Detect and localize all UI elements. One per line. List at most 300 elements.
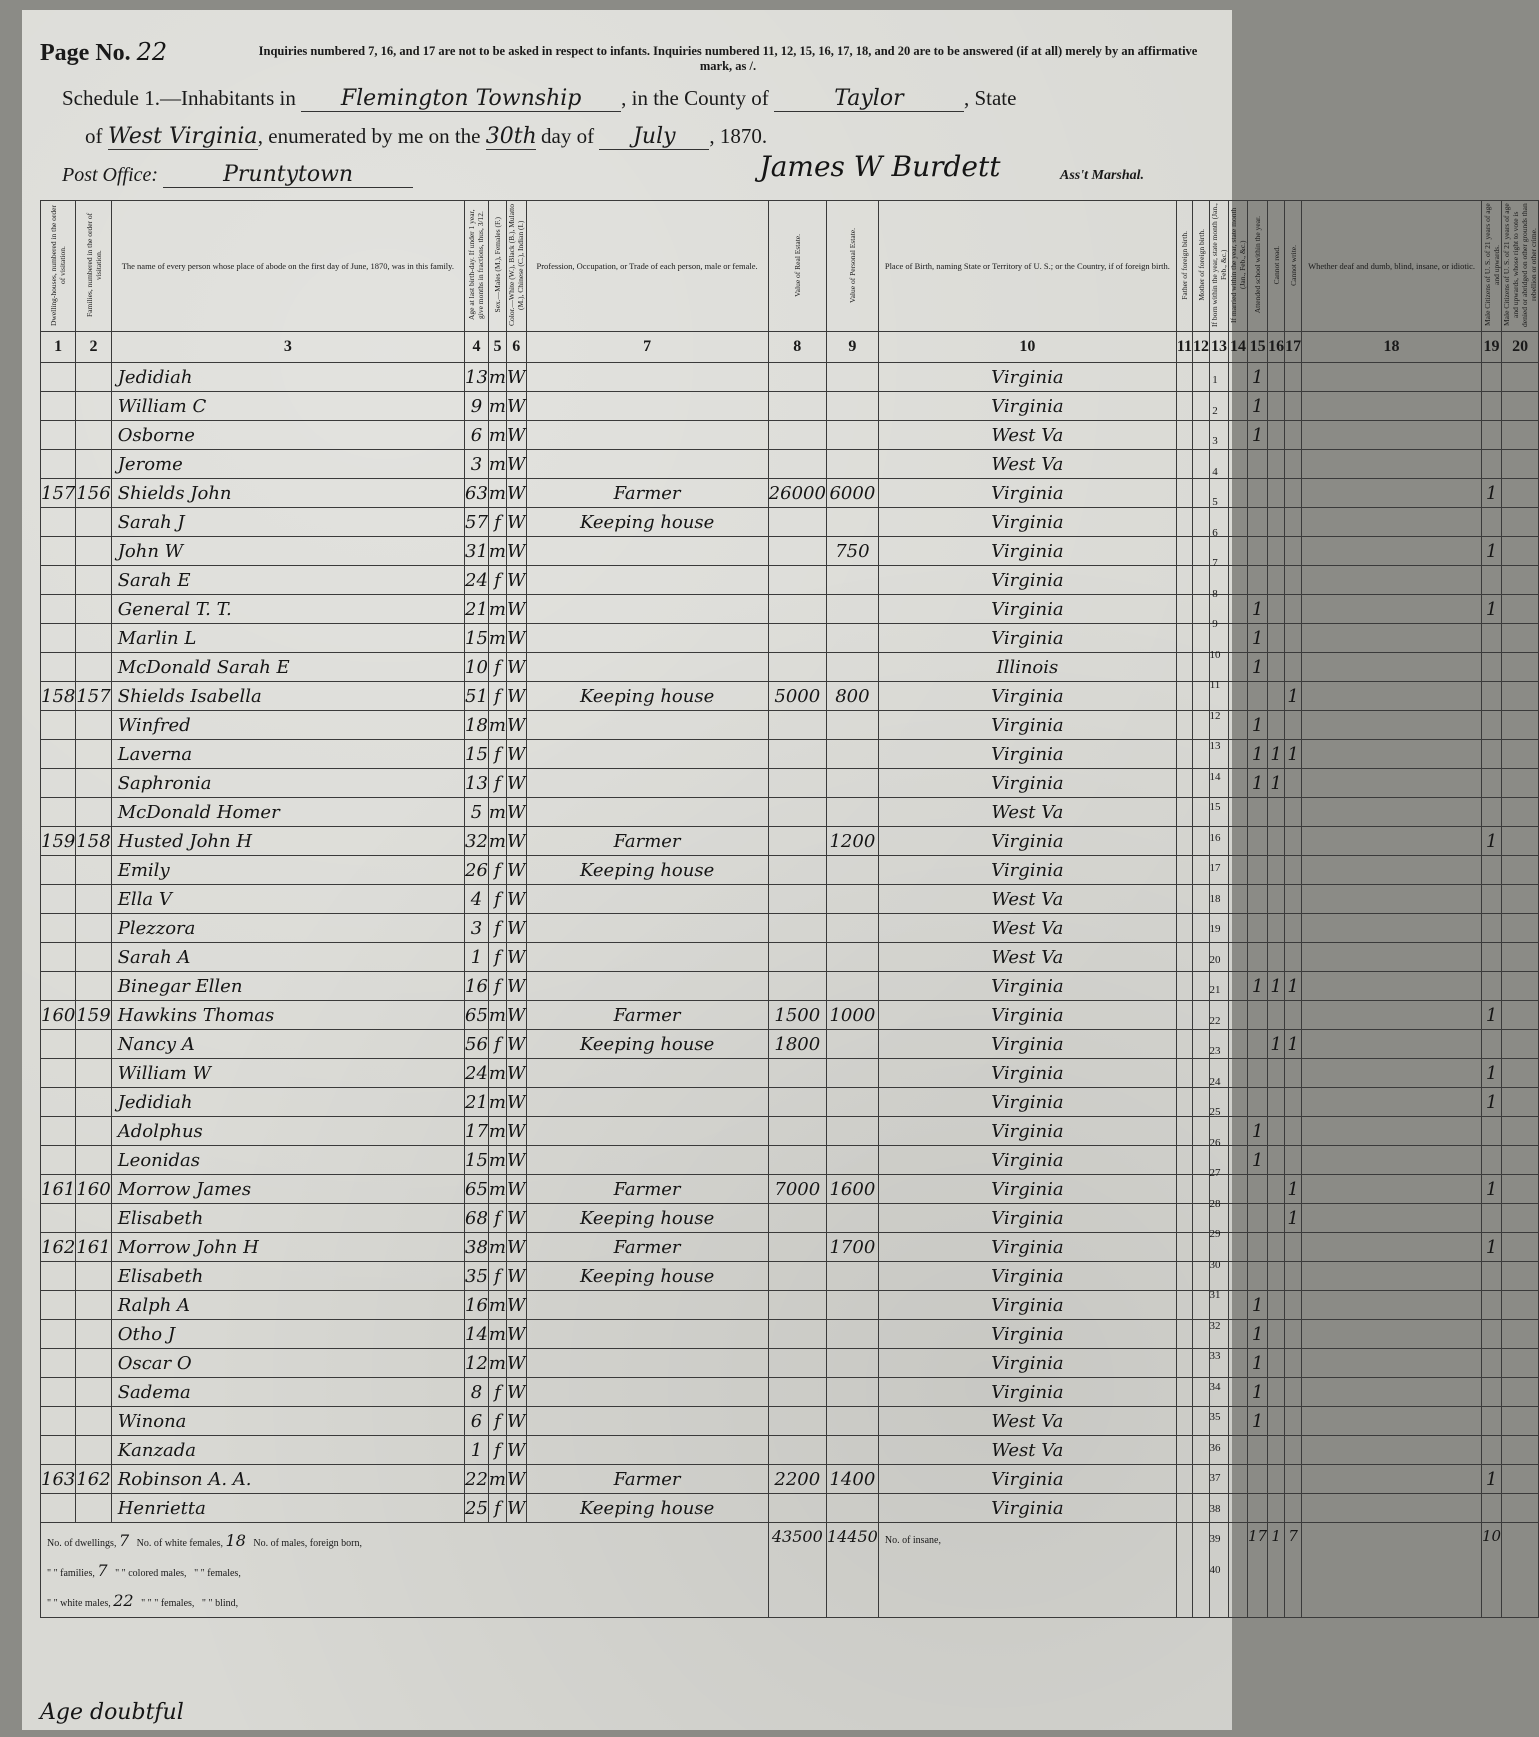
father-foreign-cell	[1176, 1349, 1192, 1378]
cannot-read	[1268, 392, 1285, 421]
right-line-number: 2	[1212, 404, 1218, 417]
cannot-write	[1285, 1146, 1302, 1175]
col15-header: Attended school within the year.	[1253, 216, 1263, 314]
vote-denied-cell	[1502, 1233, 1539, 1262]
vote-denied-cell	[1502, 479, 1539, 508]
blank-cell	[1302, 1523, 1482, 1618]
census-row	[41, 1407, 1539, 1436]
cannot-read	[1268, 537, 1285, 566]
cannot-write	[1285, 1436, 1302, 1465]
disability-cell	[1302, 1465, 1482, 1494]
real-estate-value: 1500	[768, 1001, 826, 1030]
family-number	[76, 508, 111, 537]
marshal-signature: James W Burdett	[759, 150, 1001, 183]
dwelling-number	[41, 1378, 76, 1407]
family-number	[76, 1059, 111, 1088]
person-name: Oscar O	[111, 1349, 464, 1378]
right-line-number: 10	[1209, 648, 1221, 661]
color: W	[506, 1378, 526, 1407]
personal-estate-value	[826, 856, 878, 885]
birthplace: Virginia	[878, 856, 1176, 885]
color: W	[506, 798, 526, 827]
dwelling-number: 157	[41, 479, 76, 508]
person-name: Binegar Ellen	[111, 972, 464, 1001]
dwellings-total: 7	[118, 1531, 130, 1550]
white-females-total: 18	[225, 1531, 246, 1550]
foreign-males-label: No. of males, foreign born,	[253, 1538, 362, 1549]
occupation	[526, 1378, 768, 1407]
census-row	[41, 769, 1539, 798]
birthplace: Virginia	[878, 1320, 1176, 1349]
occupation	[526, 653, 768, 682]
personal-estate-value	[826, 392, 878, 421]
real-estate-value	[768, 392, 826, 421]
census-row	[41, 1175, 1539, 1204]
personal-estate-value	[826, 1059, 878, 1088]
personal-estate-value	[826, 653, 878, 682]
cannot-write	[1285, 566, 1302, 595]
real-estate-value	[768, 943, 826, 972]
age: 31	[465, 537, 489, 566]
disability-cell	[1302, 1059, 1482, 1088]
birthplace: West Va	[878, 450, 1176, 479]
color: W	[506, 624, 526, 653]
disability-cell	[1302, 392, 1482, 421]
age: 68	[465, 1204, 489, 1233]
birthplace: Virginia	[878, 682, 1176, 711]
census-row	[41, 1059, 1539, 1088]
sex: m	[488, 624, 506, 653]
real-estate-value	[768, 566, 826, 595]
sex: m	[488, 1059, 506, 1088]
color: W	[506, 1146, 526, 1175]
birthplace: Virginia	[878, 1059, 1176, 1088]
family-number: 158	[76, 827, 111, 856]
male-citizen: 1	[1482, 1001, 1502, 1030]
age: 32	[465, 827, 489, 856]
dwelling-number: 160	[41, 1001, 76, 1030]
disability-cell	[1302, 827, 1482, 856]
personal-estate-value	[826, 1407, 878, 1436]
dwelling-number	[41, 1146, 76, 1175]
col9-header: Value of Personal Estate.	[847, 227, 857, 303]
real-estate-value	[768, 1494, 826, 1523]
occupation	[526, 914, 768, 943]
colored-males-label: " " colored males,	[115, 1568, 187, 1579]
male-citizen	[1482, 508, 1502, 537]
cannot-write	[1285, 537, 1302, 566]
color: W	[506, 682, 526, 711]
cannot-read	[1268, 566, 1285, 595]
sex: f	[488, 508, 506, 537]
cannot-read	[1268, 682, 1285, 711]
person-name: Sarah A	[111, 943, 464, 972]
right-line-number: 15	[1209, 801, 1221, 813]
color: W	[506, 566, 526, 595]
right-line-number: 39	[1209, 1533, 1221, 1545]
personal-estate-value	[826, 1291, 878, 1320]
disability-cell	[1302, 363, 1482, 392]
age: 8	[465, 1378, 489, 1407]
father-foreign-cell	[1176, 914, 1192, 943]
personal-estate-value	[826, 595, 878, 624]
sex: m	[488, 1465, 506, 1494]
cannot-write	[1285, 1494, 1302, 1523]
sex: m	[488, 392, 506, 421]
right-line-number: 29	[1209, 1228, 1221, 1240]
person-name: General T. T.	[111, 595, 464, 624]
census-row	[41, 1262, 1539, 1291]
family-number	[76, 1436, 111, 1465]
township-field: Flemington Township	[301, 86, 621, 112]
census-row	[41, 1494, 1539, 1523]
attended-school: 1	[1248, 1349, 1268, 1378]
page-label: Page No.	[40, 40, 131, 66]
attended-school: 1	[1248, 711, 1268, 740]
census-row	[41, 363, 1539, 392]
occupation	[526, 537, 768, 566]
color: W	[506, 1465, 526, 1494]
father-foreign-cell	[1176, 479, 1192, 508]
col-number: 15	[1248, 332, 1268, 363]
disability-cell	[1302, 595, 1482, 624]
census-row	[41, 1030, 1539, 1059]
cannot-write	[1285, 769, 1302, 798]
dwelling-number	[41, 624, 76, 653]
right-line-number: 9	[1212, 618, 1218, 630]
sex: f	[488, 972, 506, 1001]
person-name: Morrow James	[111, 1175, 464, 1204]
family-number	[76, 392, 111, 421]
attended-school: 1	[1248, 624, 1268, 653]
male-citizen: 1	[1482, 537, 1502, 566]
male-citizen	[1482, 682, 1502, 711]
vote-denied-cell	[1502, 566, 1539, 595]
person-name: William W	[111, 1059, 464, 1088]
personal-estate-value	[826, 885, 878, 914]
disability-cell	[1302, 1494, 1482, 1523]
vote-denied-cell	[1502, 1407, 1539, 1436]
disability-cell	[1302, 537, 1482, 566]
disability-cell	[1302, 1320, 1482, 1349]
dwelling-number	[41, 914, 76, 943]
occupation	[526, 624, 768, 653]
person-name: Winona	[111, 1407, 464, 1436]
father-foreign-cell	[1176, 1088, 1192, 1117]
attended-school: 1	[1248, 392, 1268, 421]
census-row	[41, 421, 1539, 450]
col-number: 4	[465, 332, 489, 363]
dwelling-number	[41, 769, 76, 798]
right-line-number: 20	[1209, 953, 1221, 966]
dwelling-number	[41, 595, 76, 624]
cannot-write	[1285, 943, 1302, 972]
cannot-read	[1268, 1291, 1285, 1320]
family-number	[76, 1146, 111, 1175]
attended-school: 1	[1248, 1291, 1268, 1320]
sex: m	[488, 479, 506, 508]
male-citizen: 1	[1482, 1465, 1502, 1494]
male-citizen	[1482, 972, 1502, 1001]
census-row	[41, 1204, 1539, 1233]
dwelling-number: 163	[41, 1465, 76, 1494]
birthplace: Virginia	[878, 827, 1176, 856]
father-foreign-cell	[1176, 1378, 1192, 1407]
birthplace: West Va	[878, 914, 1176, 943]
age: 4	[465, 885, 489, 914]
birthplace: Virginia	[878, 624, 1176, 653]
male-citizen: 1	[1482, 1233, 1502, 1262]
census-row	[41, 566, 1539, 595]
dwelling-number	[41, 711, 76, 740]
sex: m	[488, 798, 506, 827]
attended-school	[1248, 943, 1268, 972]
birthplace: Virginia	[878, 508, 1176, 537]
dwelling-number	[41, 885, 76, 914]
age: 21	[465, 1088, 489, 1117]
father-foreign-cell	[1176, 1146, 1192, 1175]
county-label: , in the County of	[621, 86, 769, 110]
dwelling-number	[41, 1436, 76, 1465]
male-citizen	[1482, 624, 1502, 653]
birthplace: Virginia	[878, 1146, 1176, 1175]
sex: f	[488, 914, 506, 943]
cannot-read	[1268, 421, 1285, 450]
real-estate-value	[768, 827, 826, 856]
census-row	[41, 682, 1539, 711]
cannot-write: 1	[1285, 1204, 1302, 1233]
col-number: 2	[76, 332, 111, 363]
census-row	[41, 1465, 1539, 1494]
father-foreign-cell	[1176, 1204, 1192, 1233]
real-estate-value	[768, 421, 826, 450]
disability-cell	[1302, 682, 1482, 711]
census-row	[41, 1001, 1539, 1030]
schedule-line	[62, 86, 1016, 112]
attended-school	[1248, 1262, 1268, 1291]
birthplace: Virginia	[878, 1204, 1176, 1233]
col16-header: Cannot read.	[1271, 245, 1281, 285]
color: W	[506, 1204, 526, 1233]
census-rows	[41, 363, 1539, 1523]
color: W	[506, 363, 526, 392]
disability-cell	[1302, 1291, 1482, 1320]
birthplace: Virginia	[878, 1378, 1176, 1407]
census-row	[41, 595, 1539, 624]
sex: f	[488, 1030, 506, 1059]
male-citizen: 1	[1482, 479, 1502, 508]
cannot-read: 1	[1268, 1030, 1285, 1059]
occupation	[526, 1088, 768, 1117]
school-total: 17	[1248, 1523, 1268, 1618]
attended-school	[1248, 450, 1268, 479]
cannot-write: 1	[1285, 1030, 1302, 1059]
real-estate-value	[768, 769, 826, 798]
month-field: July	[599, 124, 709, 150]
footer-note: Age doubtful	[40, 1700, 184, 1725]
disability-cell	[1302, 1262, 1482, 1291]
right-line-number: 30	[1209, 1258, 1221, 1271]
birthplace: Virginia	[878, 392, 1176, 421]
father-foreign-cell	[1176, 1030, 1192, 1059]
color: W	[506, 508, 526, 537]
occupation	[526, 363, 768, 392]
right-line-number: 33	[1209, 1350, 1221, 1362]
age: 24	[465, 1059, 489, 1088]
sex: f	[488, 740, 506, 769]
color: W	[506, 1494, 526, 1523]
color: W	[506, 1407, 526, 1436]
age: 63	[465, 479, 489, 508]
family-number	[76, 624, 111, 653]
right-line-number: 23	[1209, 1045, 1221, 1057]
male-citizen: 1	[1482, 1088, 1502, 1117]
vote-denied-cell	[1502, 711, 1539, 740]
person-name: Ella V	[111, 885, 464, 914]
cannot-read	[1268, 624, 1285, 653]
dwelling-number	[41, 1059, 76, 1088]
age: 16	[465, 972, 489, 1001]
sex: m	[488, 421, 506, 450]
personal-estate-value	[826, 508, 878, 537]
real-estate-value	[768, 653, 826, 682]
vote-denied-cell	[1502, 769, 1539, 798]
family-number	[76, 1349, 111, 1378]
census-row	[41, 972, 1539, 1001]
occupation	[526, 566, 768, 595]
sex: f	[488, 1436, 506, 1465]
person-name: Ralph A	[111, 1291, 464, 1320]
age: 3	[465, 450, 489, 479]
person-name: Shields John	[111, 479, 464, 508]
male-citizen	[1482, 1146, 1502, 1175]
father-foreign-cell	[1176, 392, 1192, 421]
cannot-read	[1268, 1088, 1285, 1117]
occupation	[526, 1291, 768, 1320]
real-estate-value	[768, 1436, 826, 1465]
cannot-write	[1285, 508, 1302, 537]
real-estate-value	[768, 885, 826, 914]
right-line-number: 19	[1209, 923, 1221, 935]
sex: m	[488, 1088, 506, 1117]
family-number	[76, 943, 111, 972]
person-name: Saphronia	[111, 769, 464, 798]
birthplace: Virginia	[878, 1001, 1176, 1030]
age: 1	[465, 943, 489, 972]
male-citizen	[1482, 711, 1502, 740]
disability-cell	[1302, 1030, 1482, 1059]
dwelling-number	[41, 1262, 76, 1291]
cannot-read	[1268, 1320, 1285, 1349]
personal-estate-value: 1700	[826, 1233, 878, 1262]
right-line-number: 16	[1209, 831, 1221, 844]
color: W	[506, 711, 526, 740]
census-row	[41, 1117, 1539, 1146]
attended-school	[1248, 885, 1268, 914]
age: 17	[465, 1117, 489, 1146]
age: 9	[465, 392, 489, 421]
census-row	[41, 653, 1539, 682]
real-estate-value	[768, 798, 826, 827]
sex: f	[488, 682, 506, 711]
sex: m	[488, 827, 506, 856]
cannot-read	[1268, 1349, 1285, 1378]
age: 65	[465, 1001, 489, 1030]
father-foreign-cell	[1176, 711, 1192, 740]
col-number: 19	[1482, 332, 1502, 363]
male-citizen	[1482, 769, 1502, 798]
family-number	[76, 450, 111, 479]
father-foreign-cell	[1176, 1436, 1192, 1465]
disability-cell	[1302, 1378, 1482, 1407]
cannot-write	[1285, 450, 1302, 479]
father-foreign-cell	[1176, 450, 1192, 479]
vote-denied-cell	[1502, 624, 1539, 653]
person-name: Laverna	[111, 740, 464, 769]
asst-marshal-label: Ass't Marshal.	[1060, 168, 1145, 183]
birthplace: Virginia	[878, 537, 1176, 566]
occupation: Keeping house	[526, 1204, 768, 1233]
dwelling-number	[41, 1204, 76, 1233]
person-name: Jerome	[111, 450, 464, 479]
birthplace: Virginia	[878, 740, 1176, 769]
cannot-read	[1268, 1146, 1285, 1175]
father-foreign-cell	[1176, 885, 1192, 914]
of-label: of	[85, 124, 103, 148]
sex: m	[488, 1291, 506, 1320]
foreign-females-label: " " females,	[194, 1568, 241, 1579]
color: W	[506, 1059, 526, 1088]
col-number: 8	[768, 332, 826, 363]
father-foreign-cell	[1176, 537, 1192, 566]
age: 3	[465, 914, 489, 943]
cannot-read	[1268, 1465, 1285, 1494]
attended-school	[1248, 1465, 1268, 1494]
birthplace: West Va	[878, 1407, 1176, 1436]
color: W	[506, 1320, 526, 1349]
attended-school	[1248, 1494, 1268, 1523]
cannot-read	[1268, 1204, 1285, 1233]
right-line-number: 13	[1209, 740, 1221, 752]
disability-cell	[1302, 914, 1482, 943]
vote-denied-cell	[1502, 1349, 1539, 1378]
father-foreign-cell	[1176, 769, 1192, 798]
attended-school	[1248, 508, 1268, 537]
attended-school: 1	[1248, 972, 1268, 1001]
right-line-number: 26	[1209, 1136, 1221, 1149]
vote-denied-cell	[1502, 885, 1539, 914]
state-field: West Virginia	[108, 124, 258, 149]
father-foreign-cell	[1176, 653, 1192, 682]
color: W	[506, 653, 526, 682]
cannot-write: 1	[1285, 740, 1302, 769]
sex: f	[488, 653, 506, 682]
birthplace: Virginia	[878, 1262, 1176, 1291]
father-foreign-cell	[1176, 943, 1192, 972]
personal-estate-value: 6000	[826, 479, 878, 508]
real-estate-value	[768, 914, 826, 943]
cannot-write	[1285, 392, 1302, 421]
father-foreign-cell	[1176, 682, 1192, 711]
color: W	[506, 1349, 526, 1378]
vote-denied-cell	[1502, 1030, 1539, 1059]
cannot-write	[1285, 1001, 1302, 1030]
cannot-read: 1	[1268, 740, 1285, 769]
father-foreign-cell	[1176, 1407, 1192, 1436]
sex: f	[488, 1204, 506, 1233]
cannot-read	[1268, 1407, 1285, 1436]
cannot-write-total: 7	[1285, 1523, 1302, 1618]
